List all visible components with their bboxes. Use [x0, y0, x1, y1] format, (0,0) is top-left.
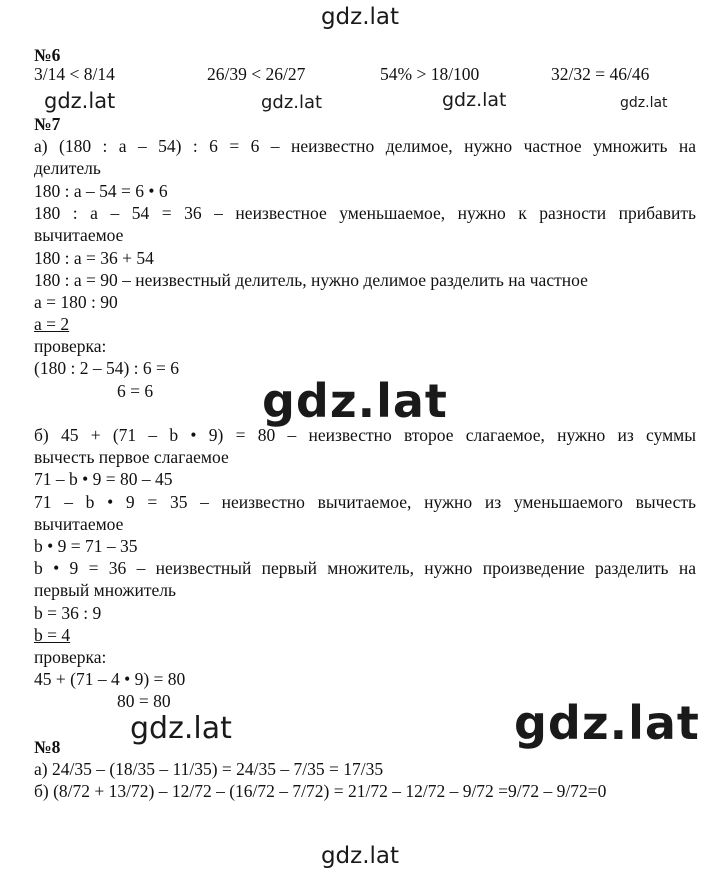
task6-heading: №6 [34, 45, 61, 65]
task6-comparison-2: 26/39 < 26/27 [207, 64, 306, 84]
task7-line: делитель [34, 158, 101, 178]
task7-line: 45 + (71 – 4 • 9) = 80 [34, 669, 186, 689]
task7-line: b • 9 = 71 – 35 [34, 536, 138, 556]
task7-line: 180 : a = 36 + 54 [34, 248, 154, 268]
task7-check-label: проверка: [34, 336, 107, 356]
watermark-row-1: gdz.lat [44, 89, 116, 113]
task7-line: вычитаемое [34, 514, 124, 534]
task7-check-result: 80 = 80 [117, 691, 171, 711]
task7-line: б) 45 + (71 – b • 9) = 80 – неизвестно второе слагаемое, нужно из суммы [34, 425, 696, 445]
task7-line: (180 : 2 – 54) : 6 = 6 [34, 358, 179, 378]
task7-answer-b: b = 4 [34, 625, 71, 645]
task7-line: b • 9 = 36 – неизвестный первый множитель, нужно произведение разделить на [34, 558, 696, 578]
task7-line: 180 : a = 90 – неизвестный делитель, нужно делимое разделить на частное [34, 270, 588, 290]
task7-line: а) (180 : а – 54) : 6 = 6 – неизвестно делимое, нужно частное умножить на [34, 136, 696, 156]
task6-comparison-1: 3/14 < 8/14 [34, 64, 115, 84]
task7-line: 71 – b • 9 = 35 – неизвестно вычитаемое, нужно из уменьшаемого вычесть [34, 492, 696, 512]
task6-comparison-4: 32/32 = 46/46 [551, 64, 650, 84]
task7-check-result: 6 = 6 [117, 381, 154, 401]
watermark-top: gdz.lat [320, 4, 400, 30]
watermark-row-3: gdz.lat [442, 89, 507, 111]
task7-heading: №7 [34, 114, 61, 134]
task7-check-label: проверка: [34, 647, 107, 667]
task8-line-a: а) 24/35 – (18/35 – 11/35) = 24/35 – 7/35 = 17/35 [34, 759, 384, 779]
task7-line: b = 36 : 9 [34, 603, 102, 623]
task7-line: вычесть первое слагаемое [34, 447, 229, 467]
task7-line: 71 – b • 9 = 80 – 45 [34, 469, 173, 489]
task7-line: 180 : a – 54 = 6 • 6 [34, 181, 168, 201]
task7-line: первый множитель [34, 580, 176, 600]
task7-line: 180 : а – 54 = 36 – неизвестное уменьшаемое, нужно к разности прибавить [34, 203, 696, 223]
task7-line: a = 180 : 90 [34, 292, 118, 312]
task7-line: вычитаемое [34, 225, 124, 245]
task8-heading: №8 [34, 737, 61, 757]
task7-answer-a: a = 2 [34, 314, 70, 334]
watermark-middle-big: gdz.lat [262, 374, 448, 428]
watermark-lower-right-big: gdz.lat [514, 696, 700, 750]
watermark-row-2: gdz.lat [261, 92, 323, 113]
task8-line-b: б) (8/72 + 13/72) – 12/72 – (16/72 – 7/72) = 21/72 – 12/72 – 9/72 =9/72 – 9/72=0 [34, 781, 607, 801]
watermark-bottom: gdz.lat [320, 843, 400, 869]
task6-comparison-3: 54% > 18/100 [380, 64, 480, 84]
watermark-row-4: gdz.lat [620, 95, 668, 111]
watermark-lower-left: gdz.lat [130, 711, 232, 746]
